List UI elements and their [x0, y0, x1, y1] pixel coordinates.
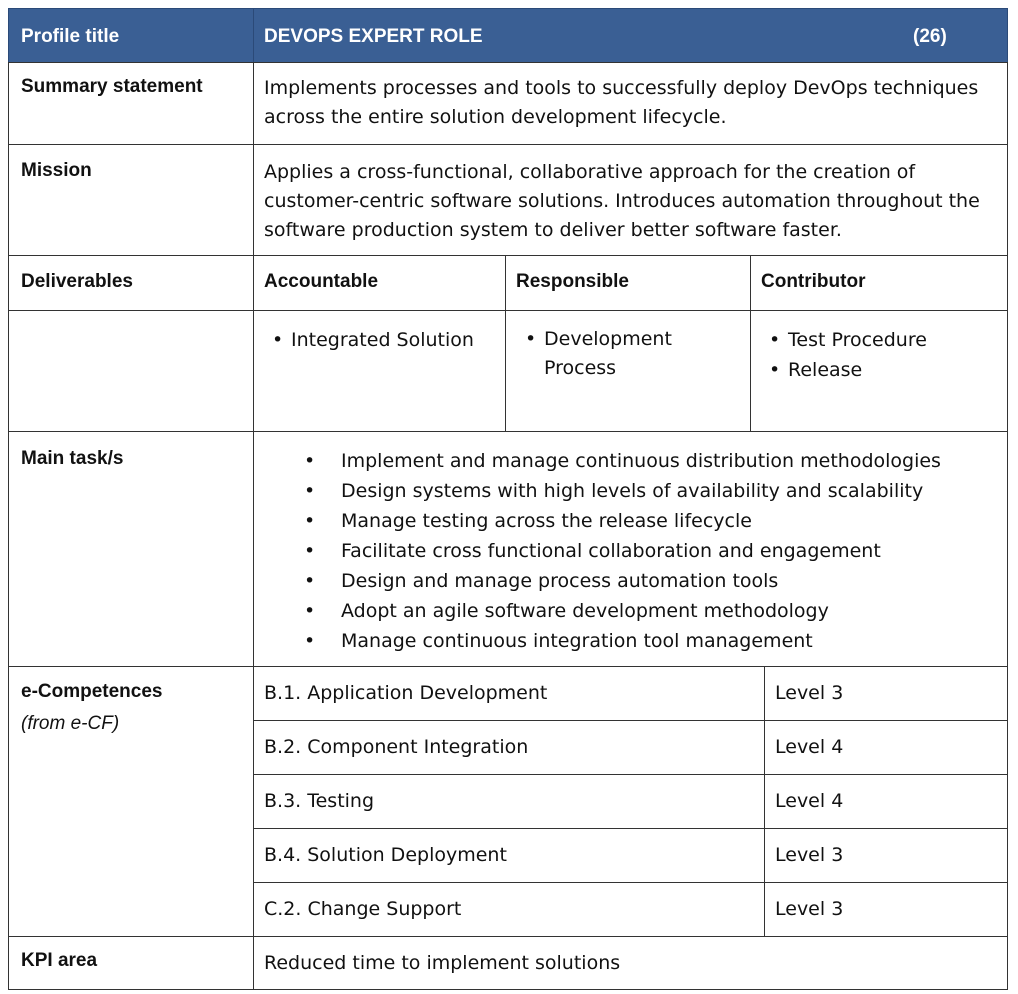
contributor-list: [769, 325, 927, 385]
competence-name: B.1. Application Development: [264, 682, 548, 704]
list-item: • Manage testing across the release lifecycle: [304, 506, 941, 536]
profile-title-label: Profile title: [21, 26, 120, 47]
list-item: • Implement and manage continuous distribution methodologies: [304, 446, 941, 476]
mission-line1: Applies a cross-functional, collaborative approach for the creation of: [264, 161, 916, 183]
bullet-icon: •: [304, 510, 316, 532]
main-tasks-cell: [253, 431, 1008, 667]
bullet-icon: •: [304, 540, 316, 562]
competence-level-cell: [764, 720, 1008, 775]
bullet-icon: •: [769, 329, 781, 351]
kpi-text-cell: [253, 936, 1008, 990]
accountable-header-cell: [253, 255, 506, 311]
deliverables-label-cell: [8, 255, 254, 311]
list-item: • Test Procedure: [769, 325, 927, 355]
bullet-icon: •: [304, 630, 316, 652]
contributor-header-cell: [750, 255, 1008, 311]
main-tasks-label-cell: [8, 431, 254, 667]
profile-table: [8, 8, 1008, 990]
header-title-cell: [253, 8, 1008, 63]
responsible-header-cell: [505, 255, 751, 311]
competence-level-cell: [764, 774, 1008, 829]
competence-name: B.2. Component Integration: [264, 736, 529, 758]
bullet-icon: •: [525, 328, 537, 350]
kpi-label: KPI area: [21, 950, 98, 971]
competence-level: Level 3: [775, 898, 844, 920]
competence-level-cell: [764, 666, 1008, 721]
role-title: DEVOPS EXPERT ROLE: [264, 26, 483, 47]
responsible-label: Responsible: [516, 271, 629, 292]
competences-sublabel: (from e-CF): [21, 713, 120, 734]
competences-label: e-Competences: [21, 681, 163, 702]
mission-line3: software production system to deliver better software faster.: [264, 219, 842, 241]
mission-line2: customer-centric software solutions. Introduces automation throughout the: [264, 190, 980, 212]
competence-row: [253, 720, 765, 775]
competence-level: Level 3: [775, 844, 844, 866]
summary-text-cell: [253, 62, 1008, 145]
list-item: • Manage continuous integration tool management: [304, 626, 941, 656]
role-number: (26): [913, 26, 947, 47]
list-item: • Release: [769, 355, 927, 385]
accountable-items-cell: [253, 310, 506, 432]
competence-row: [253, 882, 765, 937]
responsible-items-cell: [505, 310, 751, 432]
list-item: • Design and manage process automation tools: [304, 566, 941, 596]
summary-text-line1: Implements processes and tools to successfully deploy DevOps techniques: [264, 77, 979, 99]
competence-level: Level 4: [775, 790, 844, 812]
deliverables-label: Deliverables: [21, 271, 133, 292]
bullet-icon: •: [304, 450, 316, 472]
competence-row: [253, 666, 765, 721]
competence-row: [253, 828, 765, 883]
kpi-label-cell: [8, 936, 254, 990]
main-tasks-list: [304, 446, 941, 656]
bullet-icon: •: [304, 570, 316, 592]
summary-label: Summary statement: [21, 76, 203, 97]
mission-label: Mission: [21, 160, 92, 181]
competence-level: Level 3: [775, 682, 844, 704]
kpi-text: Reduced time to implement solutions: [264, 952, 621, 974]
list-item: • Design systems with high levels of availability and scalability: [304, 476, 941, 506]
deliverables-empty-cell: [8, 310, 254, 432]
responsible-line1: Development: [544, 328, 672, 350]
list-item: • Facilitate cross functional collaboration and engagement: [304, 536, 941, 566]
mission-label-cell: [8, 144, 254, 256]
accountable-label: Accountable: [264, 271, 379, 292]
contributor-items-cell: [750, 310, 1008, 432]
competences-label-cell: [8, 666, 254, 937]
list-item: • Adopt an agile software development methodology: [304, 596, 941, 626]
competence-name: B.4. Solution Deployment: [264, 844, 507, 866]
bullet-icon: •: [304, 480, 316, 502]
competence-level: Level 4: [775, 736, 844, 758]
summary-label-cell: [8, 62, 254, 145]
competence-name: B.3. Testing: [264, 790, 375, 812]
competence-level-cell: [764, 882, 1008, 937]
bullet-icon: •: [272, 329, 284, 351]
main-tasks-label: Main task/s: [21, 448, 124, 469]
competence-level-cell: [764, 828, 1008, 883]
header-label-cell: [8, 8, 254, 63]
list-item: • Integrated Solution: [272, 325, 474, 355]
bullet-icon: •: [304, 600, 316, 622]
competence-row: [253, 774, 765, 829]
responsible-line2: Process: [544, 357, 617, 379]
mission-text-cell: [253, 144, 1008, 256]
summary-text-line2: across the entire solution development lifecycle.: [264, 106, 727, 128]
contributor-label: Contributor: [761, 271, 866, 292]
bullet-icon: •: [769, 359, 781, 381]
competence-name: C.2. Change Support: [264, 898, 462, 920]
accountable-list: [272, 325, 474, 355]
